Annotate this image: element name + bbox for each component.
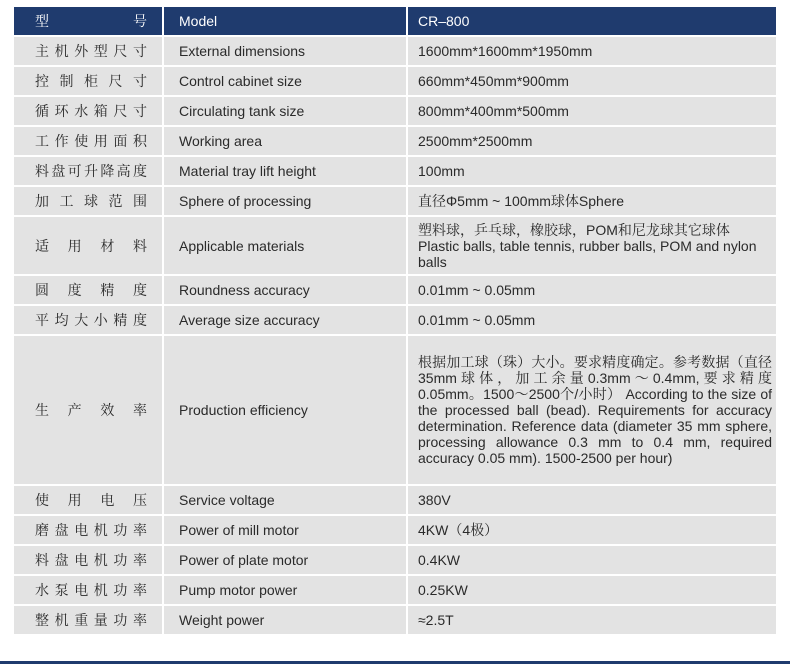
row-label-en: Pump motor power: [164, 576, 408, 604]
row-value: 0.01mm ~ 0.05mm: [418, 312, 536, 328]
header-label-en: Model: [164, 7, 408, 35]
row-label-en: Production efficiency: [164, 336, 408, 484]
row-label-zh: 循环水箱尺寸: [14, 97, 164, 125]
table-row: [14, 187, 776, 215]
row-value: 0.01mm ~ 0.05mm: [418, 282, 536, 298]
table-row: [14, 546, 776, 574]
row-label-en: Applicable materials: [164, 217, 408, 274]
spec-table: [14, 7, 776, 636]
row-label-en: Working area: [164, 127, 408, 155]
table-row: [14, 97, 776, 125]
row-label-en: Power of mill motor: [164, 516, 408, 544]
row-value: 660mm*450mm*900mm: [418, 73, 569, 89]
row-label-en: Service voltage: [164, 486, 408, 514]
row-value: 2500mm*2500mm: [418, 133, 533, 149]
row-value: 塑料球，乒乓球，橡胶球，POM和尼龙球其它球体 Plastic balls, table tennis, rubber balls, POM and nylon balls: [418, 221, 757, 270]
table-row: [14, 217, 776, 274]
table-row: [14, 486, 776, 514]
row-label-zh: 加工球范围: [14, 187, 164, 215]
row-label-zh: 生产效率: [14, 336, 164, 484]
row-label-en: Power of plate motor: [164, 546, 408, 574]
row-label-en: Circulating tank size: [164, 97, 408, 125]
table-row: [14, 67, 776, 95]
row-label-en: Control cabinet size: [164, 67, 408, 95]
row-label-zh: 主机外型尺寸: [14, 37, 164, 65]
table-row: [14, 606, 776, 634]
table-row: [14, 37, 776, 65]
row-value: 4KW（4极）: [418, 522, 499, 538]
row-label-en: Average size accuracy: [164, 306, 408, 334]
row-label-zh: 工作使用面积: [14, 127, 164, 155]
table-row: [14, 336, 776, 484]
row-label-en: Weight power: [164, 606, 408, 634]
row-label-zh: 料盘可升降高度: [14, 157, 164, 185]
row-label-zh: 平均大小精度: [14, 306, 164, 334]
table-row: [14, 516, 776, 544]
table-row: [14, 576, 776, 604]
table-row: [14, 127, 776, 155]
header-model-value: CR–800: [418, 13, 470, 29]
row-label-zh: 整机重量功率: [14, 606, 164, 634]
row-value: ≈2.5T: [418, 612, 454, 628]
row-value: 根据加工球（珠）大小。要求精度确定。参考数据（直径35mm球体，加工余量0.3mm～0.4mm,要求精度0.05mm。1500～2500个/小时） According to the size of the processed ball (bead). Requirements for accuracy determination. Reference data (diameter 35 mm sphere, processing allowance 0.3 mm to 0.4 mm, required accuracy 0.05 mm). 1500-2500 per hour): [418, 354, 772, 466]
row-value: 0.4KW: [418, 552, 461, 568]
row-label-en: Sphere of processing: [164, 187, 408, 215]
row-value: 100mm: [418, 163, 465, 179]
table-header-row: [14, 7, 776, 35]
row-label-zh: 适用材料: [14, 217, 164, 274]
row-label-zh: 水泵电机功率: [14, 576, 164, 604]
table-row: [14, 306, 776, 334]
row-label-zh: 料盘电机功率: [14, 546, 164, 574]
header-label-zh: 型 号: [14, 7, 164, 35]
row-label-en: External dimensions: [164, 37, 408, 65]
row-value: 800mm*400mm*500mm: [418, 103, 569, 119]
row-label-en: Material tray lift height: [164, 157, 408, 185]
row-value: 1600mm*1600mm*1950mm: [418, 43, 593, 59]
row-label-zh: 磨盘电机功率: [14, 516, 164, 544]
table-row: [14, 157, 776, 185]
table-row: [14, 276, 776, 304]
row-label-zh: 圆度精度: [14, 276, 164, 304]
row-label-zh: 控制柜尺寸: [14, 67, 164, 95]
row-value: 380V: [418, 492, 451, 508]
row-label-zh: 使用电压: [14, 486, 164, 514]
row-label-en: Roundness accuracy: [164, 276, 408, 304]
row-value: 直径Φ5mm ~ 100mm球体Sphere: [418, 193, 625, 209]
row-value: 0.25KW: [418, 582, 468, 598]
